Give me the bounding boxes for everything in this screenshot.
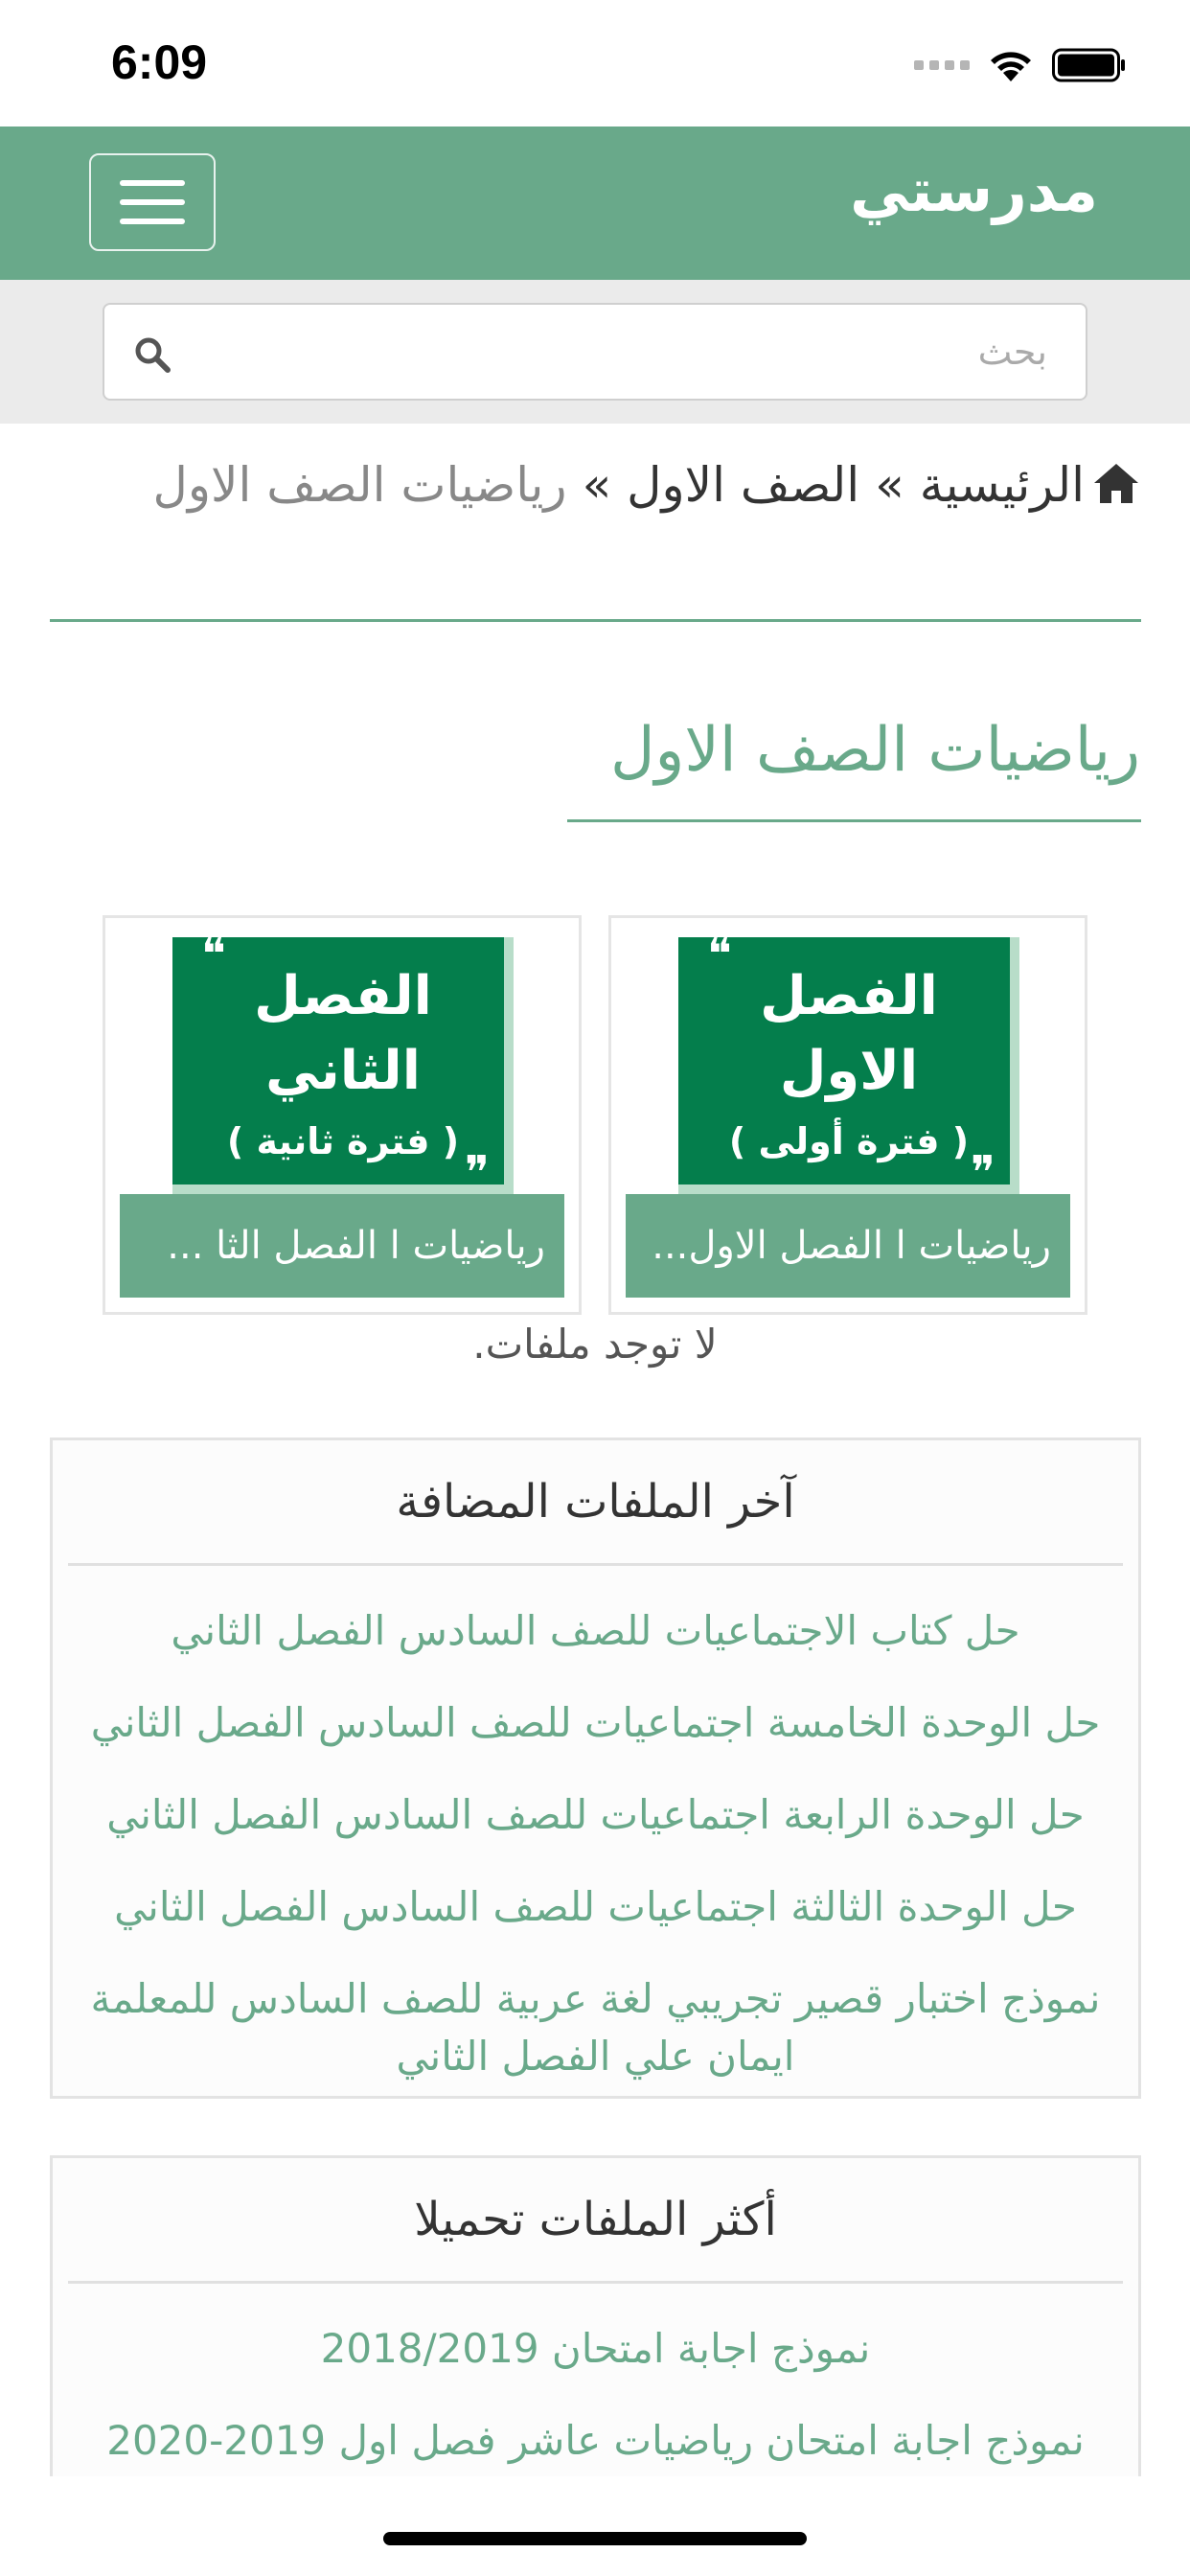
svg-text:❝: ❝ bbox=[201, 937, 226, 981]
menu-toggle-button[interactable] bbox=[89, 153, 216, 251]
category-card-first-term[interactable] bbox=[608, 915, 1087, 1315]
bottom-safe-area bbox=[0, 2476, 1190, 2576]
first-term-thumbnail bbox=[678, 937, 1019, 1194]
category-card-second-term[interactable] bbox=[103, 915, 582, 1315]
list-item[interactable]: حل كتاب الاجتماعيات للصف السادس الفصل الثاني bbox=[171, 1607, 1020, 1654]
latest-files-list bbox=[53, 1566, 1138, 2103]
card-label[interactable]: رياضيات ا الفصل الثا ... bbox=[120, 1194, 564, 1298]
svg-text:❝: ❝ bbox=[707, 937, 732, 981]
breadcrumb-home[interactable]: الرئيسية bbox=[919, 457, 1085, 513]
thumbnail-line: ( فترة ثانية ) bbox=[226, 1120, 460, 1162]
card-label[interactable]: رياضيات ا الفصل الاول... bbox=[626, 1194, 1070, 1298]
svg-text:❞: ❞ bbox=[971, 1146, 995, 1194]
thumbnail-line: الاول bbox=[779, 1040, 919, 1102]
popular-files-list bbox=[53, 2284, 1138, 2487]
list-item[interactable]: نموذج اجابة امتحان رياضيات عاشر فصل اول 2019-2020 bbox=[106, 2417, 1085, 2464]
wifi-icon bbox=[987, 47, 1035, 83]
battery-icon bbox=[1052, 47, 1127, 83]
hamburger-icon-bar bbox=[120, 199, 185, 205]
list-item[interactable]: نموذج اجابة امتحان 2018/2019 bbox=[320, 2325, 871, 2372]
hamburger-icon-bar bbox=[120, 180, 185, 186]
latest-files-panel bbox=[50, 1438, 1141, 2099]
breadcrumb-separator: » bbox=[875, 457, 904, 513]
svg-text:❞: ❞ bbox=[465, 1146, 490, 1194]
no-files-message: لا توجد ملفات. bbox=[472, 1321, 718, 1368]
list-item[interactable]: حل الوحدة الثالثة اجتماعيات للصف السادس الفصل الثاني bbox=[114, 1883, 1077, 1930]
second-term-thumbnail bbox=[172, 937, 514, 1194]
panel-title: أكثر الملفات تحميلا bbox=[414, 2193, 777, 2246]
thumbnail-line: الفصل bbox=[254, 965, 432, 1027]
breadcrumb-divider bbox=[50, 619, 1141, 622]
home-icon bbox=[1092, 461, 1140, 505]
list-item[interactable]: نموذج اختبار قصير تجريبي لغة عربية للصف السادس للمعلمة ايمان علي الفصل الثاني bbox=[90, 1975, 1101, 2080]
panel-title: آخر الملفات المضافة bbox=[396, 1475, 795, 1529]
status-icons bbox=[914, 46, 1127, 84]
hamburger-icon-bar bbox=[120, 218, 185, 224]
search-icon[interactable] bbox=[133, 335, 172, 374]
breadcrumb-separator: » bbox=[582, 457, 612, 513]
search-area bbox=[0, 280, 1190, 424]
status-bar bbox=[0, 0, 1190, 126]
thumbnail-line: الفصل bbox=[760, 965, 938, 1027]
breadcrumb-level1[interactable]: الصف الاول bbox=[627, 457, 860, 513]
thumbnail-line: ( فترة أولى ) bbox=[728, 1120, 970, 1162]
list-item[interactable]: حل الوحدة الرابعة اجتماعيات للصف السادس الفصل الثاني bbox=[106, 1791, 1085, 1838]
search-input[interactable] bbox=[223, 305, 1047, 399]
brand-logo[interactable]: مدرستي bbox=[850, 155, 1098, 225]
title-underline bbox=[567, 819, 1141, 822]
thumbnail-line: الثاني bbox=[265, 1040, 421, 1102]
page-title: رياضيات الصف الاول bbox=[609, 715, 1140, 786]
navbar bbox=[0, 126, 1190, 280]
list-item[interactable]: حل الوحدة الخامسة اجتماعيات للصف السادس الفصل الثاني bbox=[90, 1699, 1101, 1746]
home-indicator[interactable] bbox=[383, 2532, 807, 2545]
search-box bbox=[103, 303, 1087, 401]
status-time: 6:09 bbox=[111, 35, 208, 89]
breadcrumb bbox=[48, 450, 1140, 519]
breadcrumb-current: رياضيات الصف الاول bbox=[152, 457, 567, 513]
cellular-signal-icon bbox=[914, 60, 970, 70]
